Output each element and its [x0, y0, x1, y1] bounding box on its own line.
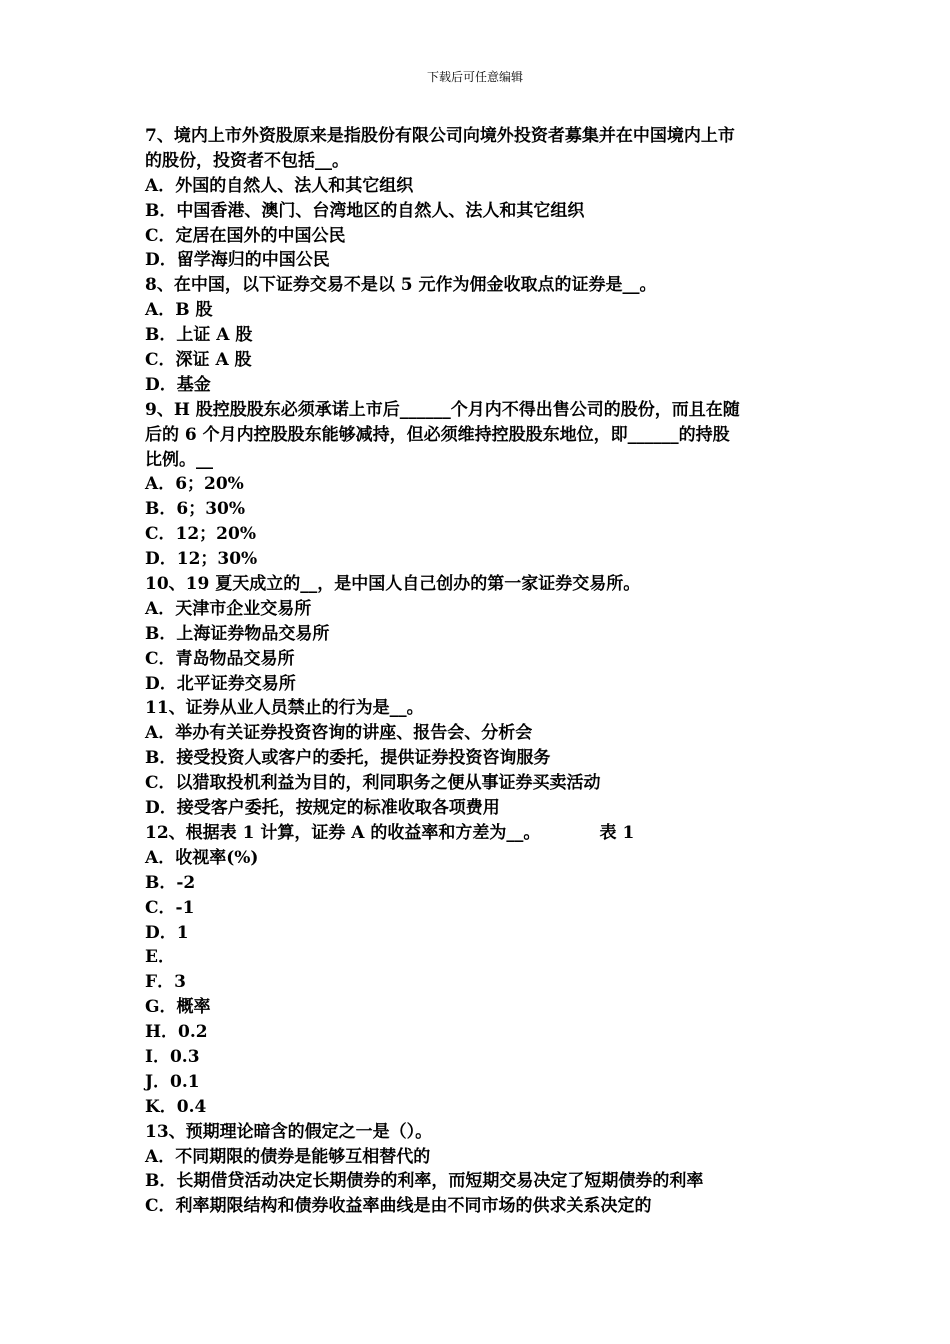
question-8-option-d: D．基金 — [145, 374, 211, 395]
question-13-stem: 13、预期理论暗含的假定之一是（）。 — [145, 1121, 433, 1142]
question-12-option-e: E． — [145, 947, 175, 968]
question-7-option-c: C．定居在国外的中国公民 — [145, 225, 346, 246]
question-7-stem-cont: 的股份，投资者不包括__。 — [145, 150, 349, 171]
question-9-stem-end: 比例。__ — [145, 449, 213, 470]
question-10-option-a: A．天津市企业交易所 — [145, 598, 312, 619]
question-9-stem-cont: 后的 6 个月内控股股东能够减持，但必须维持控股股东地位，即______的持股 — [145, 424, 730, 445]
question-8-option-a: A．B 股 — [145, 300, 213, 321]
question-10-stem: 10、19 夏天成立的__，是中国人自己创办的第一家证券交易所。 — [145, 574, 641, 595]
question-12-stem: 12、根据表 1 计算，证券 A 的收益率和方差为__。 表 1 — [145, 822, 635, 843]
question-12-option-a: A．收视率(%) — [145, 847, 259, 868]
document-body — [145, 124, 815, 1219]
question-12-option-i: I．0.3 — [145, 1046, 200, 1067]
question-13-option-c: C．利率期限结构和债券收益率曲线是由不同市场的供求关系决定的 — [145, 1196, 652, 1217]
question-13-option-b: B．长期借贷活动决定长期债券的利率，而短期交易决定了短期债券的利率 — [145, 1171, 704, 1192]
question-9-option-c: C．12；20% — [145, 524, 256, 545]
question-11-option-a: A．举办有关证券投资咨询的讲座、报告会、分析会 — [145, 723, 533, 744]
question-8-option-c: C．深证 A 股 — [145, 350, 252, 371]
question-9-option-d: D．12；30% — [145, 549, 258, 570]
question-12-option-k: K．0.4 — [145, 1096, 207, 1117]
question-9-stem: 9、H 股控股股东必须承诺上市后______个月内不得出售公司的股份，而且在随 — [145, 399, 740, 420]
question-12-option-c: C．-1 — [145, 897, 195, 918]
question-9-option-a: A．6；20% — [145, 474, 244, 495]
question-12-option-h: H．0.2 — [145, 1022, 208, 1043]
page-header: 下载后可任意编辑 — [426, 70, 523, 84]
question-7-option-b: B．中国香港、澳门、台湾地区的自然人、法人和其它组织 — [145, 200, 585, 221]
question-12-option-j: J．0.1 — [145, 1071, 200, 1092]
question-12-option-f: F．3 — [145, 972, 186, 993]
question-12-option-d: D．1 — [145, 922, 189, 943]
question-11-option-d: D．接受客户委托，按规定的标准收取各项费用 — [145, 798, 500, 819]
question-8-option-b: B．上证 A 股 — [145, 325, 253, 346]
question-11-option-b: B．接受投资人或客户的委托，提供证券投资咨询服务 — [145, 748, 551, 769]
question-12-option-g: G．概率 — [145, 997, 211, 1018]
question-7-stem: 7、境内上市外资股原来是指股份有限公司向境外投资者募集并在中国境内上市 — [145, 126, 735, 146]
question-10-option-c: C．青岛物品交易所 — [145, 648, 295, 669]
question-7-option-a: A．外国的自然人、法人和其它组织 — [145, 175, 414, 196]
question-7-option-d: D．留学海归的中国公民 — [145, 250, 330, 271]
question-9-option-b: B．6；30% — [145, 499, 246, 520]
question-11-stem: 11、证券从业人员禁止的行为是__。 — [145, 698, 424, 719]
question-10-option-b: B．上海证券物品交易所 — [145, 623, 330, 644]
question-12-option-b: B．-2 — [145, 872, 196, 893]
question-11-option-c: C．以猎取投机利益为目的，利同职务之便从事证券买卖活动 — [145, 773, 601, 794]
question-13-option-a: A．不同期限的债券是能够互相替代的 — [145, 1146, 431, 1167]
question-10-option-d: D．北平证券交易所 — [145, 673, 296, 694]
question-8-stem: 8、在中国，以下证券交易不是以 5 元作为佣金收取点的证券是__。 — [145, 275, 657, 296]
